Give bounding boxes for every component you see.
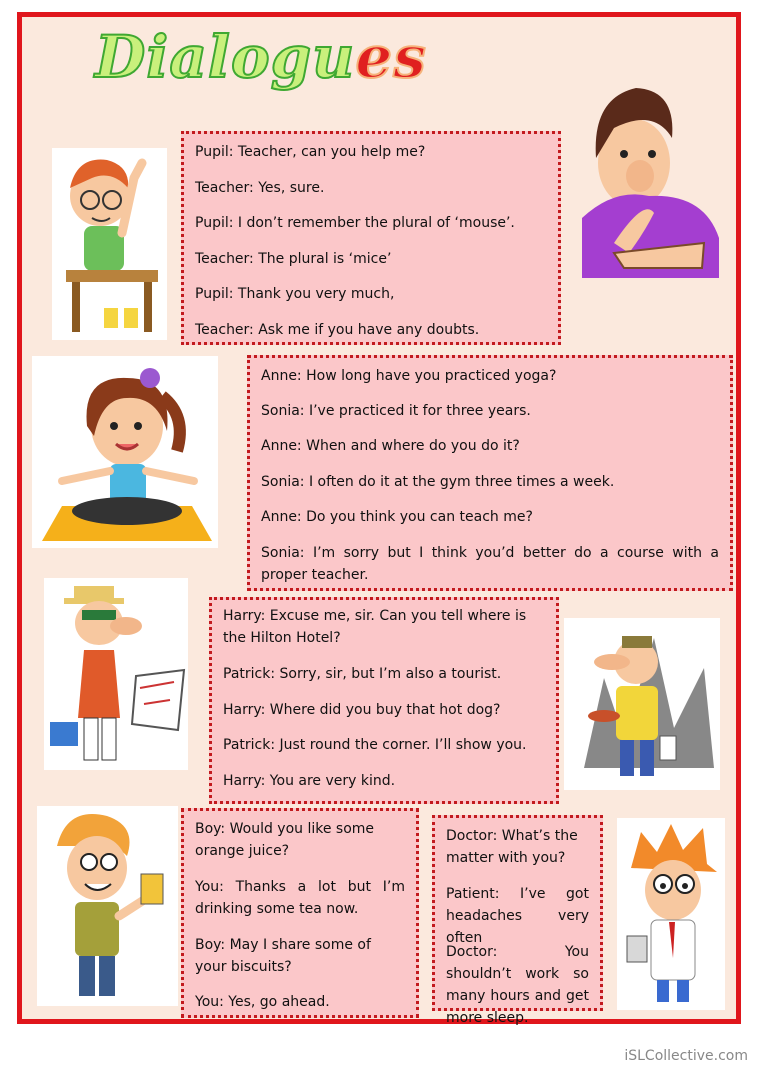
dialogue-line: Harry: You are very kind. [223,773,396,789]
dialogue-line: Boy: May I share some of your biscuits? [195,937,371,975]
dialogue-line: You: Thanks a lot but I’m drinking some tea now. [195,879,405,917]
dialogue-line: Boy: Would you like some orange juice? [195,821,375,859]
dialogue-line: Teacher: Ask me if you have any doubts. [195,322,480,338]
dialogue-line: Sonia: I’m sorry but I think you’d better do a course with a proper teacher. [261,545,719,583]
dialogue-line: Teacher: The plural is ‘mice’ [195,251,392,267]
dialogue-line: You: Yes, go ahead. [195,994,330,1010]
dialogue-line: Pupil: I don’t remember the plural of ‘mouse’. [195,215,515,231]
dialogue-line: Patrick: Just round the corner. I’ll show you. [223,737,527,753]
dialogue-line: Sonia: I’ve practiced it for three years. [261,403,531,419]
dialogue-line: Anne: When and where do you do it? [261,438,520,454]
hotdog-man-illustration [564,618,720,790]
dialogue-line: Pupil: Teacher, can you help me? [195,144,426,160]
dialogue-line: Harry: Excuse me, sir. Can you tell where is the Hilton Hotel? [223,608,527,646]
dialogue-line: Pupil: Thank you very much, [195,286,395,302]
page-title [95,23,427,91]
dialogue-line: Patrick: Sorry, sir, but I’m also a tourist. [223,666,502,682]
dialogue-line: Anne: Do you think you can teach me? [261,509,533,525]
thinking-man-illustration [574,68,724,278]
dialogue-box-tourist [209,597,559,804]
dialogue-box-juice [181,808,419,1018]
dialogue-line: Sonia: I often do it at the gym three times a week. [261,474,615,490]
dialogue-line: Anne: How long have you practiced yoga? [261,368,557,384]
yoga-girl-illustration [32,356,218,548]
doctor-illustration [617,818,725,1010]
dialogue-line: Teacher: Yes, sure. [195,180,325,196]
dialogue-line: Doctor: What’s the matter with you? [446,828,578,866]
pupil-illustration [52,148,167,340]
dialogue-line: Harry: Where did you buy that hot dog? [223,702,501,718]
boy-juice-illustration [37,806,178,1006]
dialogue-box-yoga [247,355,733,591]
dialogue-box-classroom [181,131,561,345]
tourist-illustration [44,578,188,770]
watermark-text: iSLCollective.com [624,1048,748,1064]
dialogue-line: Patient: I’ve got headaches very often [446,886,589,946]
dialogue-line: Doctor: You shouldn’t work so many hours and get more sleep. [446,944,589,1026]
title-main: Dialogu [95,23,356,91]
dialogue-box-doctor [432,815,603,1026]
title-accent: es [355,23,427,91]
